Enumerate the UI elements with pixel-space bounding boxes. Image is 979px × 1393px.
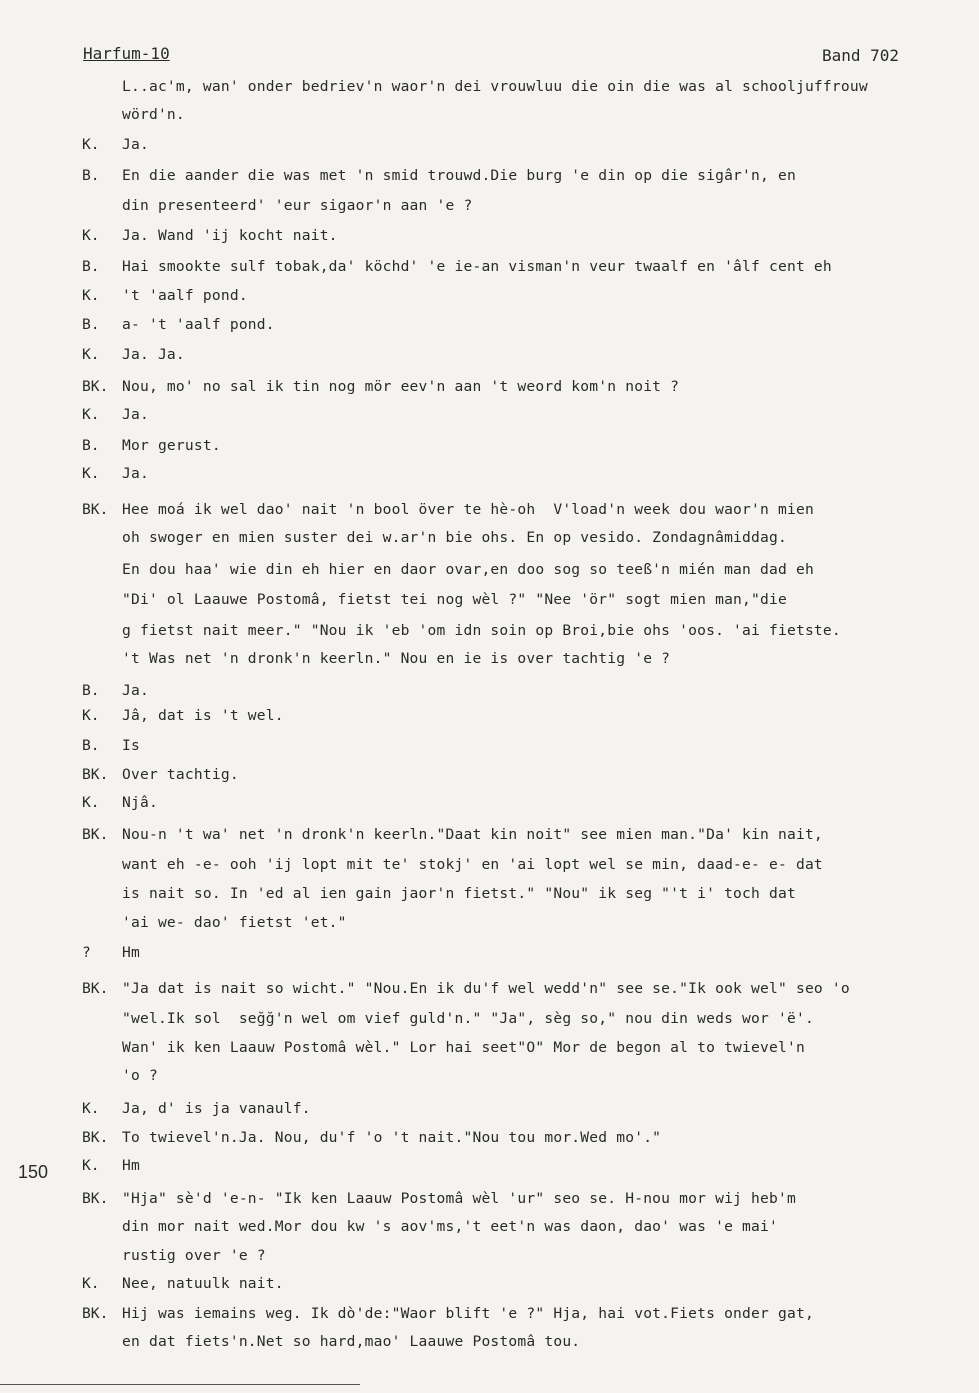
transcript-line: 't Was net 'n dronk'n keerln." Nou en ie is over tachtig 'e ? — [122, 650, 671, 667]
speaker-label: K. — [82, 346, 100, 363]
transcript-line: Njâ. — [122, 794, 158, 811]
transcript-line: Wan' ik ken Laauw Postomâ wèl." Lor hai seet"O" Mor de begon al to twievel'n — [122, 1039, 805, 1056]
speaker-label: ? — [82, 944, 91, 961]
speaker-label: K. — [82, 707, 100, 724]
speaker-label: BK. — [82, 1129, 109, 1146]
band-number: Band 702 — [822, 46, 900, 65]
transcript-line: Hm — [122, 1157, 140, 1174]
transcript-line: "Di' ol Laauwe Postomâ, fietst tei nog wèl ?" "Nee 'ör" sogt mien man,"die — [122, 591, 787, 608]
transcript-line: L..ac'm, wan' onder bedriev'n waor'n dei vrouwluu die oin die was al schooljuffrouw — [122, 78, 868, 95]
transcript-line: Hee moá ik wel dao' nait 'n bool över te hè-oh V'load'n week dou waor'n mien — [122, 501, 814, 518]
transcript-line: 't 'aalf pond. — [122, 287, 248, 304]
speaker-label: K. — [82, 1275, 100, 1292]
transcript-line: Ja. — [122, 465, 149, 482]
speaker-label: BK. — [82, 1305, 109, 1322]
transcript-line: Hai smookte sulf tobak,da' köchd' 'e ie-an visman'n veur twaalf en 'âlf cent eh — [122, 258, 832, 275]
speaker-label: K. — [82, 1157, 100, 1174]
transcript-line: wörd'n. — [122, 106, 185, 123]
margin-number: 150 — [18, 1162, 49, 1182]
transcript-line: En dou haa' wie din eh hier en daor ovar,en doo sog so teeß'n mién man dad eh — [122, 561, 814, 578]
document-title: Harfum-10 — [83, 44, 170, 63]
transcript-line: Ja. — [122, 136, 149, 153]
speaker-label: B. — [82, 737, 100, 754]
speaker-label: K. — [82, 1100, 100, 1117]
transcript-line: Mor gerust. — [122, 437, 221, 454]
speaker-label: BK. — [82, 1190, 109, 1207]
speaker-label: B. — [82, 167, 100, 184]
transcript-line: En die aander die was met 'n smid trouwd.Die burg 'e din op die sigâr'n, en — [122, 167, 796, 184]
transcript-line: Ja. Ja. — [122, 346, 185, 363]
speaker-label: BK. — [82, 501, 109, 518]
speaker-label: K. — [82, 406, 100, 423]
transcript-line: Hm — [122, 944, 140, 961]
transcript-line: Is — [122, 737, 140, 754]
speaker-label: BK. — [82, 980, 109, 997]
transcript-line: Ja, d' is ja vanaulf. — [122, 1100, 311, 1117]
footer-rule — [0, 1384, 360, 1385]
transcript-line: din presenteerd' 'eur sigaor'n aan 'e ? — [122, 197, 473, 214]
transcript-line: oh swoger en mien suster dei w.ar'n bie ohs. En op vesido. Zondagnâmiddag. — [122, 529, 787, 546]
speaker-label: K. — [82, 287, 100, 304]
transcript-line: Ja. — [122, 682, 149, 699]
transcript-line: Ja. Wand 'ij kocht nait. — [122, 227, 338, 244]
speaker-label: B. — [82, 258, 100, 275]
transcript-line: Jâ, dat is 't wel. — [122, 707, 284, 724]
speaker-label: B. — [82, 437, 100, 454]
transcript-line: a- 't 'aalf pond. — [122, 316, 275, 333]
speaker-label: BK. — [82, 378, 109, 395]
speaker-label: BK. — [82, 766, 109, 783]
speaker-label: K. — [82, 227, 100, 244]
transcript-line: Over tachtig. — [122, 766, 239, 783]
speaker-label: B. — [82, 316, 100, 333]
transcript-line: Hij was iemains weg. Ik dò'de:"Waor blift 'e ?" Hja, hai vot.Fiets onder gat, — [122, 1305, 814, 1322]
transcript-line: Ja. — [122, 406, 149, 423]
transcript-line: Nou-n 't wa' net 'n dronk'n keerln."Daat kin noit" see mien man."Da' kin nait, — [122, 826, 823, 843]
transcript-line: din mor nait wed.Mor dou kw 's aov'ms,'t eet'n was daon, dao' was 'e mai' — [122, 1218, 778, 1235]
speaker-label: BK. — [82, 826, 109, 843]
transcript-line: To twievel'n.Ja. Nou, du'f 'o 't nait."Nou tou mor.Wed mo'." — [122, 1129, 662, 1146]
transcript-line: Nou, mo' no sal ik tin nog mör eev'n aan 't weord kom'n noit ? — [122, 378, 680, 395]
transcript-line: en dat fiets'n.Net so hard,mao' Laauwe Postomâ tou. — [122, 1333, 581, 1350]
transcript-line: "Ja dat is nait so wicht." "Nou.En ik du'f wel wedd'n" see se."Ik ook wel" seo 'o — [122, 980, 850, 997]
speaker-label: K. — [82, 794, 100, 811]
transcript-line: 'ai we- dao' fietst 'et." — [122, 914, 347, 931]
transcript-line: "wel.Ik sol seğğ'n wel om vief guld'n." "Ja", sèg so," nou din weds wor 'ë'. — [122, 1010, 814, 1027]
transcript-line: is nait so. In 'ed al ien gain jaor'n fietst." "Nou" ik seg "'t i' toch dat — [122, 885, 796, 902]
transcript-line: rustig over 'e ? — [122, 1247, 266, 1264]
speaker-label: K. — [82, 136, 100, 153]
transcript-line: g fietst nait meer." "Nou ik 'eb 'om idn soin op Broi,bie ohs 'oos. 'ai fietste. — [122, 622, 841, 639]
transcript-line: 'o ? — [122, 1067, 158, 1084]
transcript-line: "Hja" sè'd 'e-n- "Ik ken Laauw Postomâ wèl 'ur" seo se. H-nou mor wij heb'm — [122, 1190, 796, 1207]
transcript-line: Nee, natuulk nait. — [122, 1275, 284, 1292]
speaker-label: B. — [82, 682, 100, 699]
speaker-label: K. — [82, 465, 100, 482]
transcript-line: want eh -e- ooh 'ij lopt mit te' stokj' en 'ai lopt wel se min, daad-e- e- dat — [122, 856, 823, 873]
